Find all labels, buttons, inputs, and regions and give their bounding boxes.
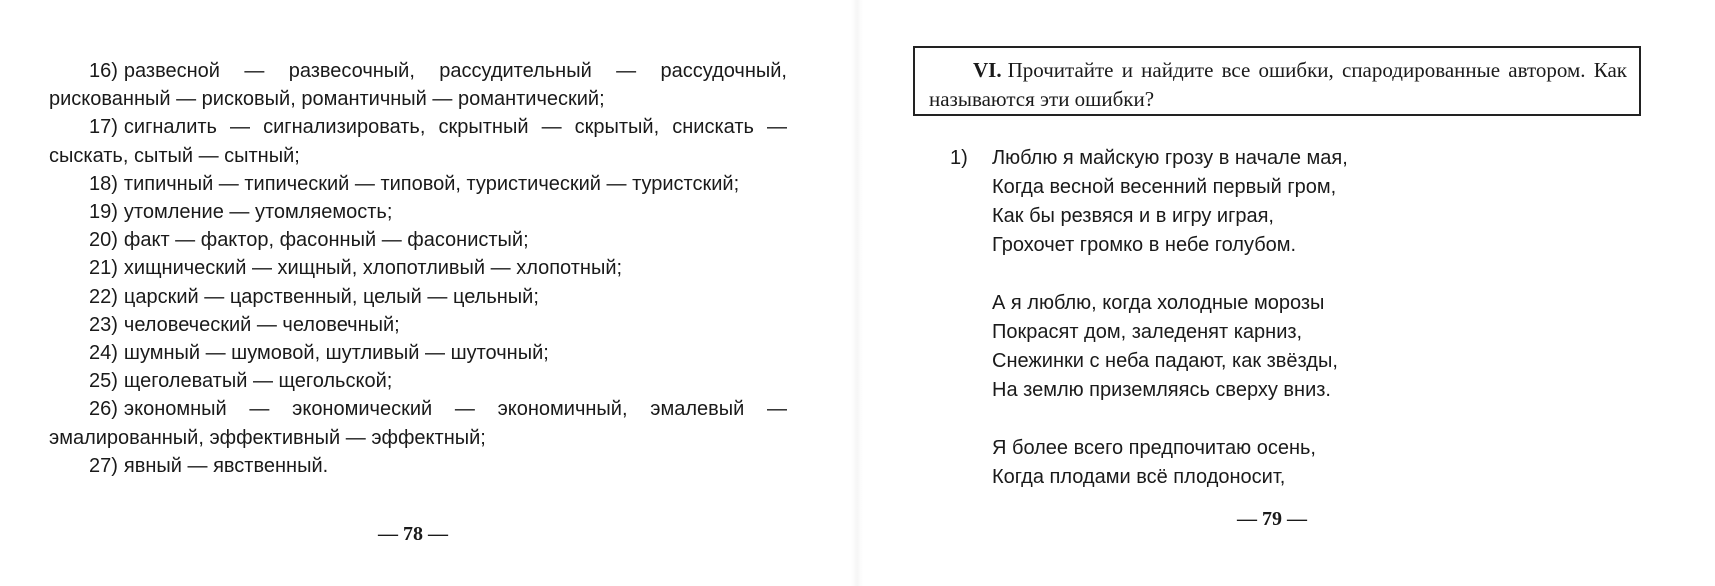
item-text: шумный — шумовой, шутливый — шуточный; <box>123 342 549 365</box>
task-text: Прочитайте и найдите все ошибки, спародированные автором. Как называются эти ошибки? <box>929 58 1627 111</box>
item-text: явный — явственный. <box>123 454 329 477</box>
list-item <box>49 311 787 339</box>
item-number: 21) <box>89 257 118 280</box>
poem-line: Когда плодами всё плодоносит, <box>992 466 1286 488</box>
item-text: экономный — экономический — экономичный, эмалевый — эмалированный, эффективный — эффектный; <box>49 398 787 449</box>
poem-line: Как бы резвяся и в игру играя, <box>992 205 1274 227</box>
page-number-left: — 78 — <box>378 523 448 545</box>
poem-line: Когда весной весенний первый гром, <box>992 176 1337 198</box>
item-number: 17) <box>89 116 118 139</box>
poem-line: Грохочет громко в небе голубом. <box>992 234 1297 256</box>
list-item <box>49 254 787 282</box>
list-item <box>49 283 787 311</box>
item-text: факт — фактор, фасонный — фасонистый; <box>123 229 529 252</box>
item-number: 26) <box>89 398 118 421</box>
list-item <box>49 226 787 254</box>
task-box <box>913 46 1641 116</box>
poem-line: Покрасят дом, заледенят карниз, <box>992 321 1303 343</box>
word-pairs-list <box>49 57 787 480</box>
list-item <box>49 395 787 451</box>
stanza <box>992 289 1512 405</box>
item-text: щеголеватый — щегольской; <box>123 370 393 393</box>
page-number-right: — 79 — <box>1237 508 1307 530</box>
item-number: 22) <box>89 285 118 308</box>
item-number: 20) <box>89 229 118 252</box>
list-item <box>49 198 787 226</box>
item-text: человеческий — человечный; <box>123 313 400 336</box>
item-text: утомление — утомляемость; <box>123 201 393 224</box>
page-78 <box>0 0 857 586</box>
item-number: 27) <box>89 454 118 477</box>
poem-line: А я люблю, когда холодные морозы <box>992 292 1325 314</box>
item-text: развесной — развесочный, рассудительный — рассудочный, рискованный — рисковый, романтичный — романтический; <box>49 60 787 111</box>
list-item <box>49 57 787 113</box>
item-number: 23) <box>89 313 118 336</box>
poem-number: 1) <box>950 147 968 169</box>
item-text: царский — царственный, целый — цельный; <box>123 285 539 308</box>
item-text: типичный — типический — типовой, туристический — туристский; <box>123 172 740 195</box>
poem-line: На землю приземляясь сверху вниз. <box>992 379 1331 401</box>
poem-line: Я более всего предпочитаю осень, <box>992 437 1316 459</box>
poem-body <box>992 144 1512 521</box>
item-number: 16) <box>89 60 118 82</box>
item-number: 24) <box>89 342 118 365</box>
list-item <box>49 113 787 169</box>
item-text: хищнический — хищный, хлопотливый — хлопотный; <box>123 257 623 280</box>
stanza <box>992 144 1512 260</box>
list-item <box>49 367 787 395</box>
stanza <box>992 434 1512 492</box>
poem-line: Люблю я майскую грозу в начале мая, <box>992 147 1348 169</box>
item-number: 19) <box>89 201 118 224</box>
item-number: 18) <box>89 172 118 195</box>
item-number: 25) <box>89 370 118 393</box>
task-label: VI. <box>973 58 1002 82</box>
poem-line: Снежинки с неба падают, как звёзды, <box>992 350 1338 372</box>
list-item <box>49 452 787 480</box>
task-statement <box>929 56 1627 114</box>
list-item <box>49 339 787 367</box>
list-item <box>49 170 787 198</box>
item-text: сигналить — сигнализировать, скрытный — скрытый, снискать — сыскать, сытый — сытный; <box>49 116 787 167</box>
